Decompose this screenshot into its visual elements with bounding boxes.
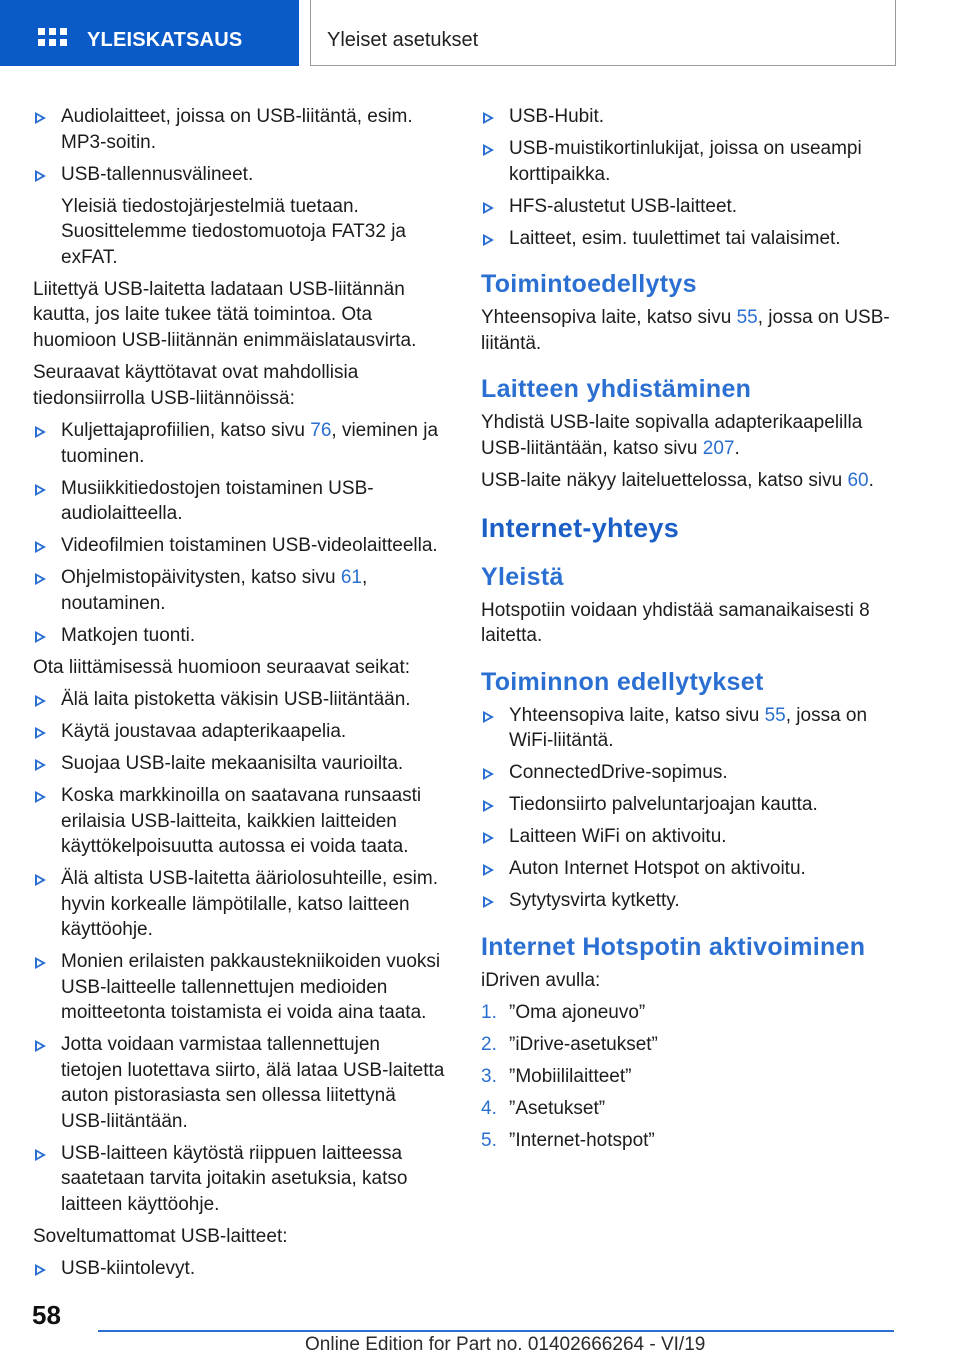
list-item: HFS-alustetut USB-laitteet. — [481, 194, 893, 220]
list-item: Käytä joustavaa adapterikaapelia. — [33, 719, 445, 745]
list-item: Sytytysvirta kytketty. — [481, 888, 893, 914]
step-number: 2. — [481, 1034, 497, 1055]
paragraph: Yhdistä USB-laite sopivalla adapterikaapelilla USB-liitäntään, katso sivu 207. — [481, 412, 863, 459]
bullet-triangle-icon — [483, 832, 494, 844]
bullet-triangle-icon — [35, 791, 46, 803]
page-link[interactable]: 61 — [340, 567, 362, 588]
bullet-triangle-icon — [35, 170, 46, 182]
bullet-triangle-icon — [483, 144, 494, 156]
list-item: Kuljettajaprofiilien, katso sivu 76, vieminen ja tuominen. — [33, 418, 445, 469]
list-item: Musiikkitiedostojen toistaminen USB-audiolaitteella. — [33, 476, 445, 527]
list-item: USB-laitteen käytöstä riippuen laitteessa saatetaan tarvita joitakin asetuksia, katso laitteen käyttöohje. — [33, 1141, 445, 1218]
step-number: 1. — [481, 1002, 497, 1023]
grid-icon — [38, 28, 68, 50]
page-link[interactable]: 60 — [847, 470, 869, 491]
step-item: 4. ”Asetukset” — [481, 1096, 893, 1122]
step-item: 3. ”Mobiililaitteet” — [481, 1064, 893, 1090]
list-item: Monien erilaisten pakkaustekniikoiden vuoksi USB-laitteelle tallennettujen medioiden moitteetonta toistamista ei voida aina taata. — [33, 949, 445, 1026]
page-number: 58 — [32, 1300, 61, 1330]
bullet-triangle-icon — [35, 957, 46, 969]
section-heading: Toiminnon edellytykset — [481, 667, 764, 696]
paragraph: Yhteensopiva laite, katso sivu 55, jossa on USB-liitäntä. — [481, 307, 890, 354]
bullet-triangle-icon — [483, 864, 494, 876]
bullet-triangle-icon — [483, 112, 494, 124]
bullet-triangle-icon — [35, 631, 46, 643]
bullet-triangle-icon — [35, 759, 46, 771]
paragraph: Hotspotiin voidaan yhdistää samanaikaisesti 8 laitetta. — [481, 599, 870, 646]
list-item: Älä altista USB-laitetta ääriolosuhteille, esim. hyvin korkealle lämpötilalle, katso laitteen käyttöohje. — [33, 866, 445, 943]
list-item: Audiolaitteet, joissa on USB-liitäntä, esim. MP3-soitin. — [33, 104, 445, 155]
bullet-triangle-icon — [483, 202, 494, 214]
list-item: Videofilmien toistaminen USB-videolaitteella. — [33, 533, 445, 559]
list-item: Koska markkinoilla on saatavana runsaasti erilaisia USB-laitteita, kaikkien laitteiden käyttökelpoisuutta autossa ei voida taata. — [33, 783, 445, 860]
bullet-triangle-icon — [483, 800, 494, 812]
bullet-triangle-icon — [35, 874, 46, 886]
chapter-heading: Internet-yhteys — [481, 512, 680, 543]
list-item: USB-Hubit. — [481, 104, 893, 130]
list-item: USB-tallennusvälineet. — [33, 162, 445, 188]
paragraph: USB-laite näkyy laiteluettelossa, katso sivu 60. — [481, 470, 874, 491]
bullet-triangle-icon — [35, 695, 46, 707]
page-header — [0, 0, 960, 66]
page-link[interactable]: 55 — [736, 307, 758, 328]
bullet-triangle-icon — [483, 234, 494, 246]
bullet-triangle-icon — [483, 711, 494, 723]
page-link[interactable]: 55 — [764, 704, 786, 726]
list-item: USB-kiintolevyt. — [33, 1256, 445, 1282]
section-heading: Yleistä — [481, 562, 564, 591]
list-item: Tiedonsiirto palveluntarjoajan kautta. — [481, 792, 893, 818]
bullet-triangle-icon — [35, 1264, 46, 1276]
list-item: Laitteen WiFi on aktivoitu. — [481, 824, 893, 850]
paragraph: Seuraavat käyttötavat ovat mahdollisia tiedonsiirrolla USB-liitännöissä: — [33, 362, 359, 409]
section-title-box — [310, 0, 896, 66]
list-item: Yhteensopiva laite, katso sivu 55, jossa on WiFi-liitäntä. — [481, 703, 893, 754]
list-item: USB-muistikortinlukijat, joissa on useampi korttipaikka. — [481, 136, 893, 187]
list-item: Älä laita pistoketta väkisin USB-liitäntään. — [33, 687, 445, 713]
bullet-triangle-icon — [35, 1040, 46, 1052]
bullet-triangle-icon — [35, 727, 46, 739]
list-item: Suojaa USB-laite mekaanisilta vaurioilta. — [33, 751, 445, 777]
bullet-triangle-icon — [35, 426, 46, 438]
bullet-triangle-icon — [35, 484, 46, 496]
list-item: Laitteet, esim. tuulettimet tai valaisimet. — [481, 226, 893, 252]
step-number: 5. — [481, 1130, 497, 1151]
list-item-note: Yleisiä tiedostojärjestelmiä tuetaan. Suosittelemme tiedostomuotoja FAT32 ja exFAT. — [61, 195, 406, 268]
step-item: 5. ”Internet-hotspot” — [481, 1128, 893, 1154]
right-column — [481, 104, 893, 1160]
step-number: 3. — [481, 1066, 497, 1087]
paragraph: Soveltumattomat USB-laitteet: — [33, 1225, 288, 1247]
list-item: Jotta voidaan varmistaa tallennettujen tietojen luotettava siirto, älä lataa USB-laitetta auton pistorasiasta sen ollessa liitettynä USB-liitäntään. — [33, 1032, 445, 1134]
list-item: Ohjelmistopäivitysten, katso sivu 61, noutaminen. — [33, 565, 445, 616]
chapter-tab[interactable] — [0, 0, 299, 66]
page-link[interactable]: 207 — [702, 437, 735, 459]
section-heading: Laitteen yhdistäminen — [481, 375, 752, 403]
bullet-triangle-icon — [483, 768, 494, 780]
bullet-triangle-icon — [35, 1149, 46, 1161]
page-link[interactable]: 76 — [310, 420, 332, 441]
section-title: Yleiset asetukset — [327, 29, 479, 51]
paragraph: iDriven avulla: — [481, 969, 601, 991]
paragraph: Ota liittämisessä huomioon seuraavat seikat: — [33, 656, 411, 678]
list-item: Auton Internet Hotspot on aktivoitu. — [481, 856, 893, 882]
step-item: 1. ”Oma ajoneuvo” — [481, 1000, 893, 1026]
list-item: Matkojen tuonti. — [33, 623, 445, 649]
list-item: ConnectedDrive-sopimus. — [481, 760, 893, 786]
chapter-tab-label: YLEISKATSAUS — [87, 29, 243, 51]
section-heading: Toimintoedellytys — [481, 270, 697, 298]
bullet-triangle-icon — [35, 573, 46, 585]
paragraph: Liitettyä USB-laitetta ladataan USB-liitännän kautta, jos laite tukee tätä toimintoa. Ota huomioon USB-liitännän enimmäislatausvirta. — [33, 278, 417, 351]
bullet-triangle-icon — [35, 112, 46, 124]
section-heading: Internet Hotspotin aktivoiminen — [481, 932, 866, 961]
step-number: 4. — [481, 1098, 497, 1119]
footer-edition: Online Edition for Part no. 01402666264 - VI/19 — [305, 1334, 706, 1355]
left-column — [33, 104, 445, 1288]
bullet-triangle-icon — [483, 896, 494, 908]
bullet-triangle-icon — [35, 541, 46, 553]
step-item: 2. ”iDrive-asetukset” — [481, 1032, 893, 1058]
